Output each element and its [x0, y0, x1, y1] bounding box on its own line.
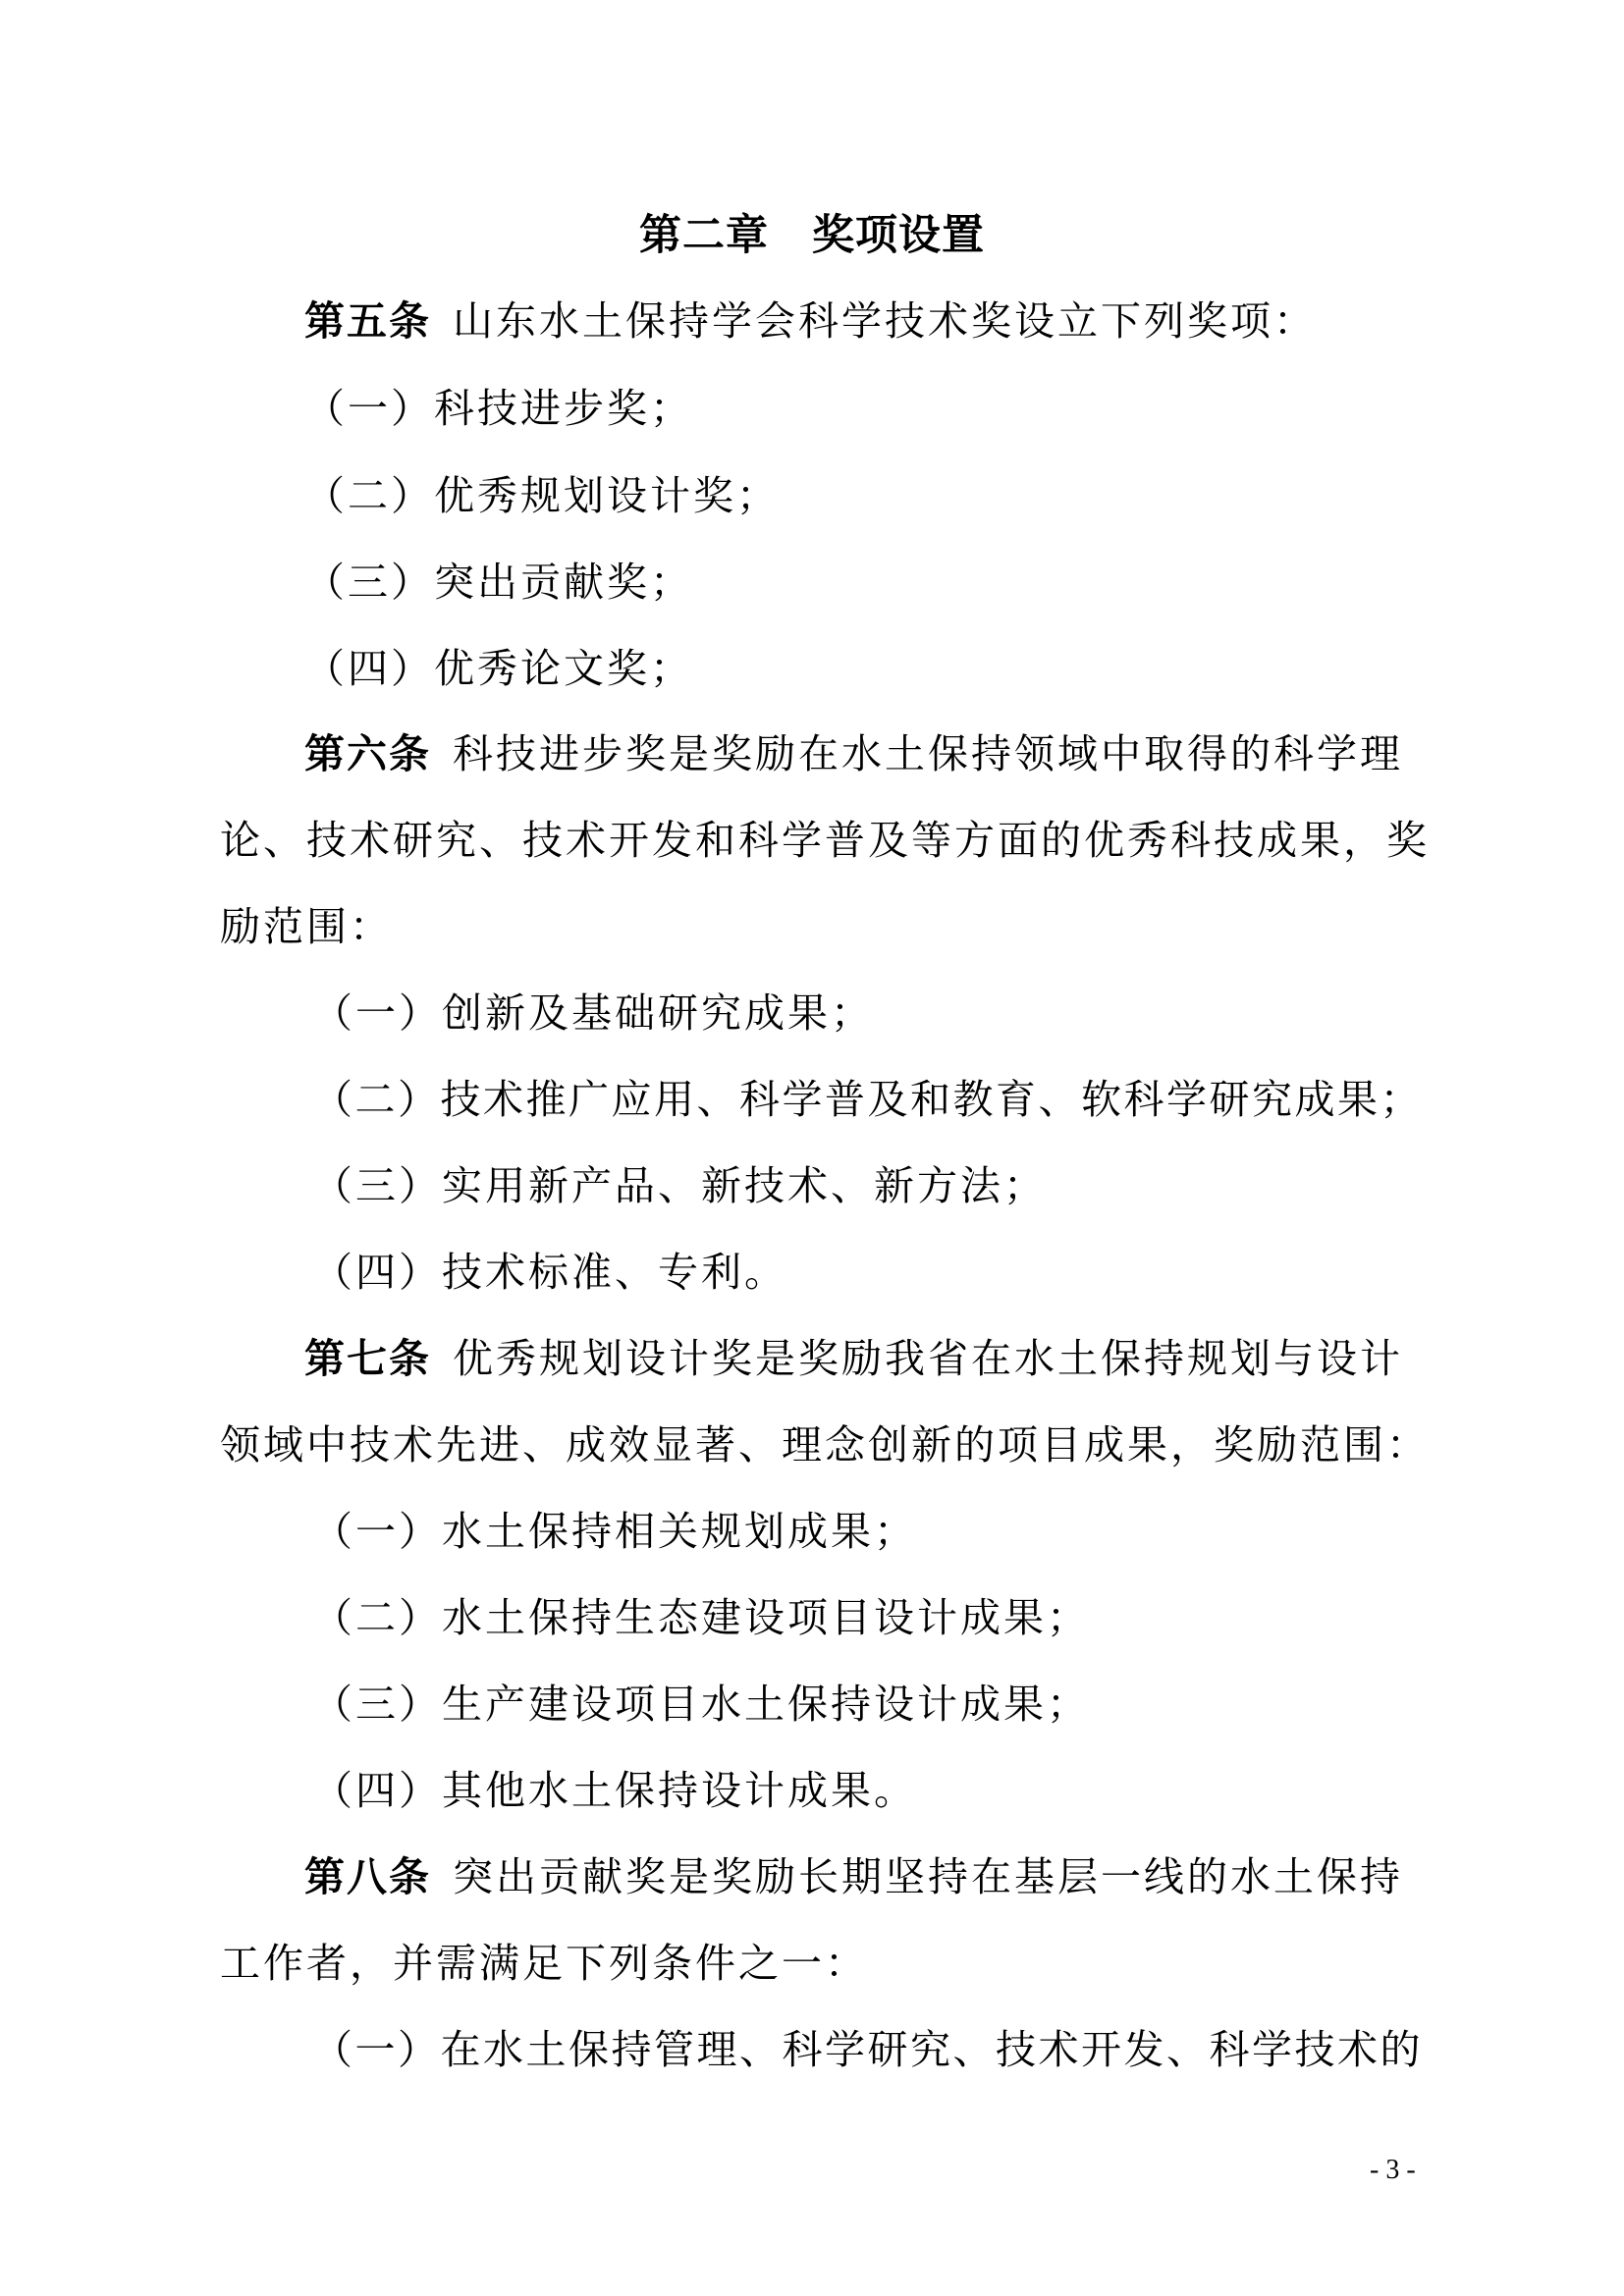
- article-5-line-1: [304, 292, 1317, 350]
- article-5-text: 山东水土保持学会科学技术奖设立下列奖项：: [453, 297, 1317, 345]
- article-5-item-4: （四）优秀论文奖；: [304, 645, 693, 692]
- chapter-number: 第二章: [639, 211, 769, 260]
- article-7-item-1: （一）水土保持相关规划成果；: [312, 1508, 917, 1555]
- article-8-line-1: [304, 1847, 1403, 1906]
- article-5-item-1: （一）科技进步奖；: [304, 385, 693, 432]
- article-7-line-2: 领域中技术先进、成效显著、理念创新的项目成果，奖励范围：: [220, 1421, 1430, 1468]
- article-7-line-1: [304, 1329, 1403, 1388]
- article-6-line-1: [304, 724, 1403, 783]
- article-7-item-3: （三）生产建设项目水土保持设计成果；: [312, 1681, 1090, 1728]
- chapter-name: 奖项设置: [812, 211, 985, 260]
- article-8-item-1: （一）在水土保持管理、科学研究、技术开发、科学技术的: [312, 2026, 1423, 2073]
- article-6-item-2: （二）技术推广应用、科学普及和教育、软科学研究成果；: [312, 1076, 1423, 1123]
- article-7-text-1: 优秀规划设计奖是奖励我省在水土保持规划与设计: [453, 1335, 1403, 1382]
- article-7-item-4: （四）其他水土保持设计成果。: [312, 1767, 917, 1814]
- article-8-heading: 第八条: [304, 1853, 431, 1900]
- article-7-item-2: （二）水土保持生态建设项目设计成果；: [312, 1594, 1090, 1641]
- article-7-heading: 第七条: [304, 1335, 431, 1382]
- page-number: - 3 -: [1370, 2155, 1416, 2185]
- article-6-item-3: （三）实用新产品、新技术、新方法；: [312, 1162, 1047, 1209]
- article-5-heading: 第五条: [304, 297, 431, 345]
- chapter-title: [0, 206, 1624, 265]
- article-5-item-2: （二）优秀规划设计奖；: [304, 472, 780, 519]
- article-6-text-1: 科技进步奖是奖励在水土保持领域中取得的科学理: [453, 730, 1403, 777]
- article-6-item-4: （四）技术标准、专利。: [312, 1249, 787, 1296]
- article-6-item-1: （一）创新及基础研究成果；: [312, 989, 874, 1037]
- article-8-line-2: 工作者，并需满足下列条件之一：: [220, 1940, 868, 1987]
- article-6-line-2: 论、技术研究、技术开发和科学普及等方面的优秀科技成果，奖: [220, 817, 1430, 864]
- article-6-heading: 第六条: [304, 730, 431, 777]
- article-8-text-1: 突出贡献奖是奖励长期坚持在基层一线的水土保持: [453, 1853, 1403, 1900]
- article-6-line-3: 励范围：: [220, 903, 393, 950]
- article-5-item-3: （三）突出贡献奖；: [304, 559, 693, 606]
